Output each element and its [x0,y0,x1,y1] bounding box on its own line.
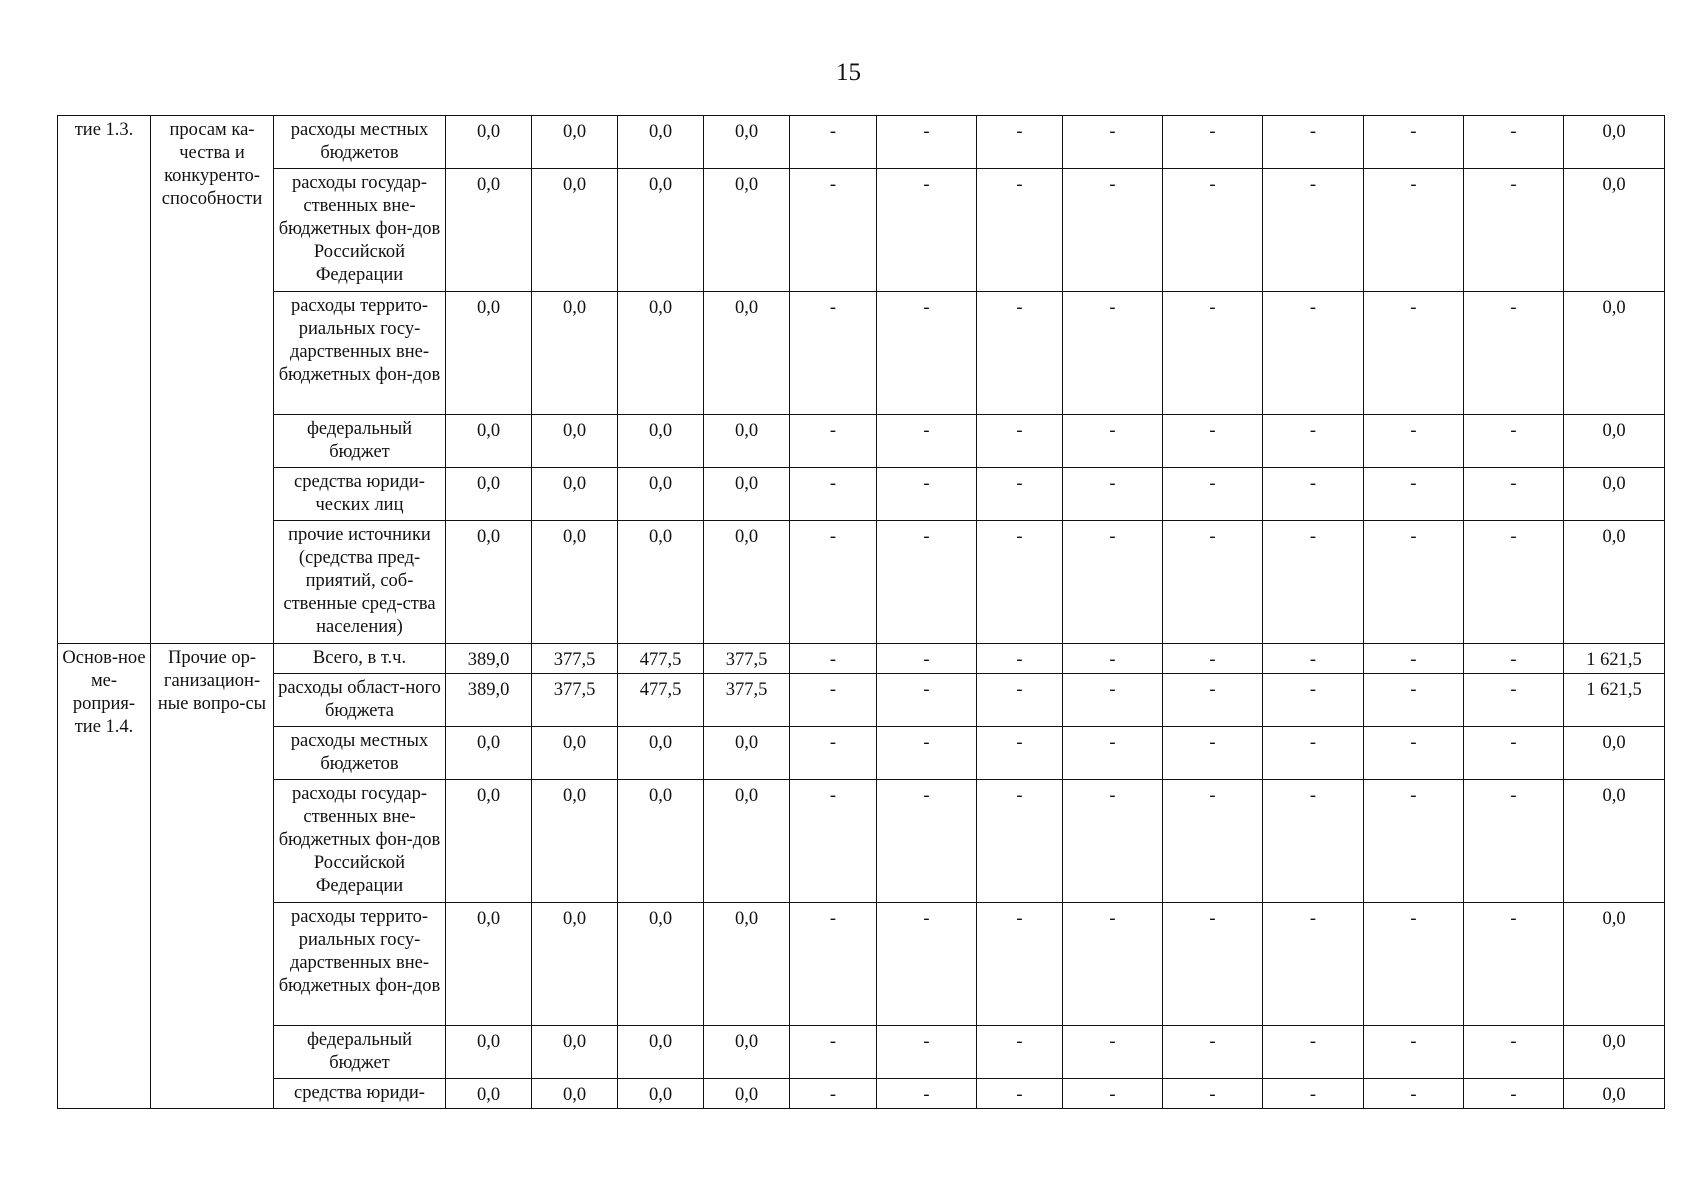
table-row [58,903,1665,1026]
value-cell: 0,0 [532,521,618,644]
dash-cell: - [1263,674,1364,727]
dash-cell: - [977,1026,1063,1079]
dash-cell: - [790,415,877,468]
funding-source-cell: расходы государ-ственных вне-бюджетных фон-дов Российской Федерации [274,169,446,292]
value-cell: 0,0 [532,169,618,292]
total-cell: 0,0 [1564,727,1665,780]
dash-cell: - [1263,644,1364,674]
value-cell: 0,0 [704,292,790,415]
total-cell: 0,0 [1564,903,1665,1026]
table-row [58,780,1665,903]
value-cell: 0,0 [618,1026,704,1079]
funding-source-cell: средства юриди- [274,1079,446,1109]
dash-cell: - [1163,674,1263,727]
dash-cell: - [977,521,1063,644]
dash-cell: - [1464,674,1564,727]
value-cell: 0,0 [704,780,790,903]
value-cell: 0,0 [618,468,704,521]
value-cell: 477,5 [618,644,704,674]
value-cell: 0,0 [704,116,790,169]
event-title-cell: Прочие ор-ганизацион-ные вопро-сы [151,644,274,1109]
dash-cell: - [977,644,1063,674]
value-cell: 389,0 [446,674,532,727]
dash-cell: - [1364,903,1464,1026]
value-cell: 377,5 [532,674,618,727]
value-cell: 0,0 [446,521,532,644]
dash-cell: - [877,1079,977,1109]
dash-cell: - [1063,780,1163,903]
value-cell: 477,5 [618,674,704,727]
value-cell: 0,0 [446,169,532,292]
dash-cell: - [1364,415,1464,468]
total-cell: 0,0 [1564,468,1665,521]
value-cell: 0,0 [704,1026,790,1079]
dash-cell: - [1163,1079,1263,1109]
event-number-cell: Основ-ное ме-роприя-тие 1.4. [58,644,151,1109]
dash-cell: - [877,644,977,674]
dash-cell: - [977,169,1063,292]
value-cell: 0,0 [532,468,618,521]
dash-cell: - [1364,1026,1464,1079]
value-cell: 0,0 [446,780,532,903]
value-cell: 0,0 [704,468,790,521]
table-body [58,116,1665,1109]
dash-cell: - [1364,468,1464,521]
dash-cell: - [1063,644,1163,674]
value-cell: 377,5 [704,674,790,727]
dash-cell: - [1063,415,1163,468]
dash-cell: - [1364,1079,1464,1109]
value-cell: 0,0 [618,415,704,468]
value-cell: 0,0 [618,780,704,903]
dash-cell: - [790,521,877,644]
table-row [58,674,1665,727]
dash-cell: - [790,727,877,780]
value-cell: 0,0 [704,903,790,1026]
table-row [58,468,1665,521]
total-cell: 0,0 [1564,521,1665,644]
dash-cell: - [877,468,977,521]
dash-cell: - [1364,169,1464,292]
dash-cell: - [977,292,1063,415]
dash-cell: - [1464,415,1564,468]
funding-source-cell: расходы террито-риальных госу-дарственных вне-бюджетных фон-дов [274,292,446,415]
dash-cell: - [1464,780,1564,903]
dash-cell: - [977,415,1063,468]
dash-cell: - [977,780,1063,903]
dash-cell: - [1364,521,1464,644]
dash-cell: - [1163,415,1263,468]
dash-cell: - [977,1079,1063,1109]
dash-cell: - [1163,1026,1263,1079]
dash-cell: - [1063,116,1163,169]
dash-cell: - [977,727,1063,780]
value-cell: 0,0 [446,903,532,1026]
dash-cell: - [1163,903,1263,1026]
dash-cell: - [1364,727,1464,780]
dash-cell: - [1464,468,1564,521]
dash-cell: - [1464,521,1564,644]
dash-cell: - [1464,292,1564,415]
dash-cell: - [877,169,977,292]
funding-source-cell: расходы местных бюджетов [274,116,446,169]
dash-cell: - [1464,169,1564,292]
dash-cell: - [1163,780,1263,903]
total-cell: 0,0 [1564,1026,1665,1079]
dash-cell: - [877,780,977,903]
dash-cell: - [1163,116,1263,169]
dash-cell: - [1163,169,1263,292]
value-cell: 0,0 [446,292,532,415]
dash-cell: - [977,468,1063,521]
table-row [58,644,1665,674]
value-cell: 0,0 [532,727,618,780]
dash-cell: - [790,292,877,415]
dash-cell: - [790,1026,877,1079]
total-cell: 0,0 [1564,780,1665,903]
dash-cell: - [1263,727,1364,780]
dash-cell: - [790,780,877,903]
table-row [58,727,1665,780]
value-cell: 0,0 [618,1079,704,1109]
dash-cell: - [790,644,877,674]
value-cell: 0,0 [446,415,532,468]
value-cell: 0,0 [618,903,704,1026]
value-cell: 0,0 [618,116,704,169]
dash-cell: - [1263,521,1364,644]
dash-cell: - [1263,1026,1364,1079]
dash-cell: - [1464,1026,1564,1079]
funding-source-cell: расходы террито-риальных госу-дарственных вне-бюджетных фон-дов [274,903,446,1026]
total-cell: 0,0 [1564,116,1665,169]
total-cell: 1 621,5 [1564,644,1665,674]
dash-cell: - [790,674,877,727]
dash-cell: - [1163,521,1263,644]
value-cell: 377,5 [704,644,790,674]
dash-cell: - [1263,169,1364,292]
dash-cell: - [877,674,977,727]
value-cell: 0,0 [618,727,704,780]
total-cell: 0,0 [1564,169,1665,292]
value-cell: 0,0 [532,780,618,903]
dash-cell: - [1263,780,1364,903]
dash-cell: - [1063,521,1163,644]
dash-cell: - [877,116,977,169]
value-cell: 0,0 [532,1079,618,1109]
funding-source-cell: расходы област-ного бюджета [274,674,446,727]
dash-cell: - [1364,674,1464,727]
dash-cell: - [1263,116,1364,169]
dash-cell: - [877,292,977,415]
funding-source-cell: Всего, в т.ч. [274,644,446,674]
page-number: 15 [836,59,861,86]
value-cell: 0,0 [618,521,704,644]
dash-cell: - [790,169,877,292]
funding-source-cell: средства юриди-ческих лиц [274,468,446,521]
dash-cell: - [1163,468,1263,521]
event-title-cell: просам ка-чества и конкуренто-способности [151,116,274,644]
dash-cell: - [790,468,877,521]
value-cell: 0,0 [532,116,618,169]
dash-cell: - [790,903,877,1026]
value-cell: 0,0 [532,903,618,1026]
dash-cell: - [1063,169,1163,292]
value-cell: 0,0 [704,521,790,644]
total-cell: 1 621,5 [1564,674,1665,727]
total-cell: 0,0 [1564,1079,1665,1109]
dash-cell: - [877,521,977,644]
table-row [58,116,1665,169]
table-row [58,1079,1665,1109]
dash-cell: - [1263,1079,1364,1109]
table-row [58,292,1665,415]
dash-cell: - [977,674,1063,727]
value-cell: 0,0 [446,468,532,521]
dash-cell: - [977,116,1063,169]
value-cell: 0,0 [704,415,790,468]
dash-cell: - [1063,903,1163,1026]
table-row [58,415,1665,468]
dash-cell: - [877,903,977,1026]
dash-cell: - [1263,903,1364,1026]
dash-cell: - [1063,727,1163,780]
dash-cell: - [877,1026,977,1079]
table-row [58,1026,1665,1079]
funding-source-cell: прочие источники (средства пред-приятий, соб-ственные сред-ства населения) [274,521,446,644]
dash-cell: - [1464,116,1564,169]
dash-cell: - [1464,644,1564,674]
dash-cell: - [1263,292,1364,415]
value-cell: 0,0 [532,415,618,468]
table-row [58,521,1665,644]
value-cell: 0,0 [532,1026,618,1079]
total-cell: 0,0 [1564,292,1665,415]
value-cell: 389,0 [446,644,532,674]
dash-cell: - [1063,292,1163,415]
value-cell: 0,0 [618,292,704,415]
dash-cell: - [1163,727,1263,780]
dash-cell: - [877,727,977,780]
table-row [58,169,1665,292]
dash-cell: - [1364,644,1464,674]
value-cell: 0,0 [704,1079,790,1109]
dash-cell: - [1364,116,1464,169]
dash-cell: - [1263,415,1364,468]
funding-source-cell: расходы государ-ственных вне-бюджетных фон-дов Российской Федерации [274,780,446,903]
budget-table [57,115,1665,1109]
value-cell: 0,0 [618,169,704,292]
dash-cell: - [1464,727,1564,780]
total-cell: 0,0 [1564,415,1665,468]
dash-cell: - [1063,674,1163,727]
dash-cell: - [1263,468,1364,521]
dash-cell: - [1063,1079,1163,1109]
dash-cell: - [790,116,877,169]
dash-cell: - [1063,468,1163,521]
value-cell: 0,0 [446,727,532,780]
dash-cell: - [1063,1026,1163,1079]
funding-source-cell: федеральный бюджет [274,415,446,468]
value-cell: 377,5 [532,644,618,674]
dash-cell: - [1464,1079,1564,1109]
dash-cell: - [877,415,977,468]
value-cell: 0,0 [446,116,532,169]
dash-cell: - [1163,644,1263,674]
dash-cell: - [1163,292,1263,415]
event-number-cell: тие 1.3. [58,116,151,644]
funding-source-cell: расходы местных бюджетов [274,727,446,780]
dash-cell: - [1364,292,1464,415]
value-cell: 0,0 [704,727,790,780]
dash-cell: - [977,903,1063,1026]
value-cell: 0,0 [446,1026,532,1079]
value-cell: 0,0 [704,169,790,292]
funding-source-cell: федеральный бюджет [274,1026,446,1079]
value-cell: 0,0 [532,292,618,415]
dash-cell: - [1464,903,1564,1026]
value-cell: 0,0 [446,1079,532,1109]
dash-cell: - [790,1079,877,1109]
dash-cell: - [1364,780,1464,903]
